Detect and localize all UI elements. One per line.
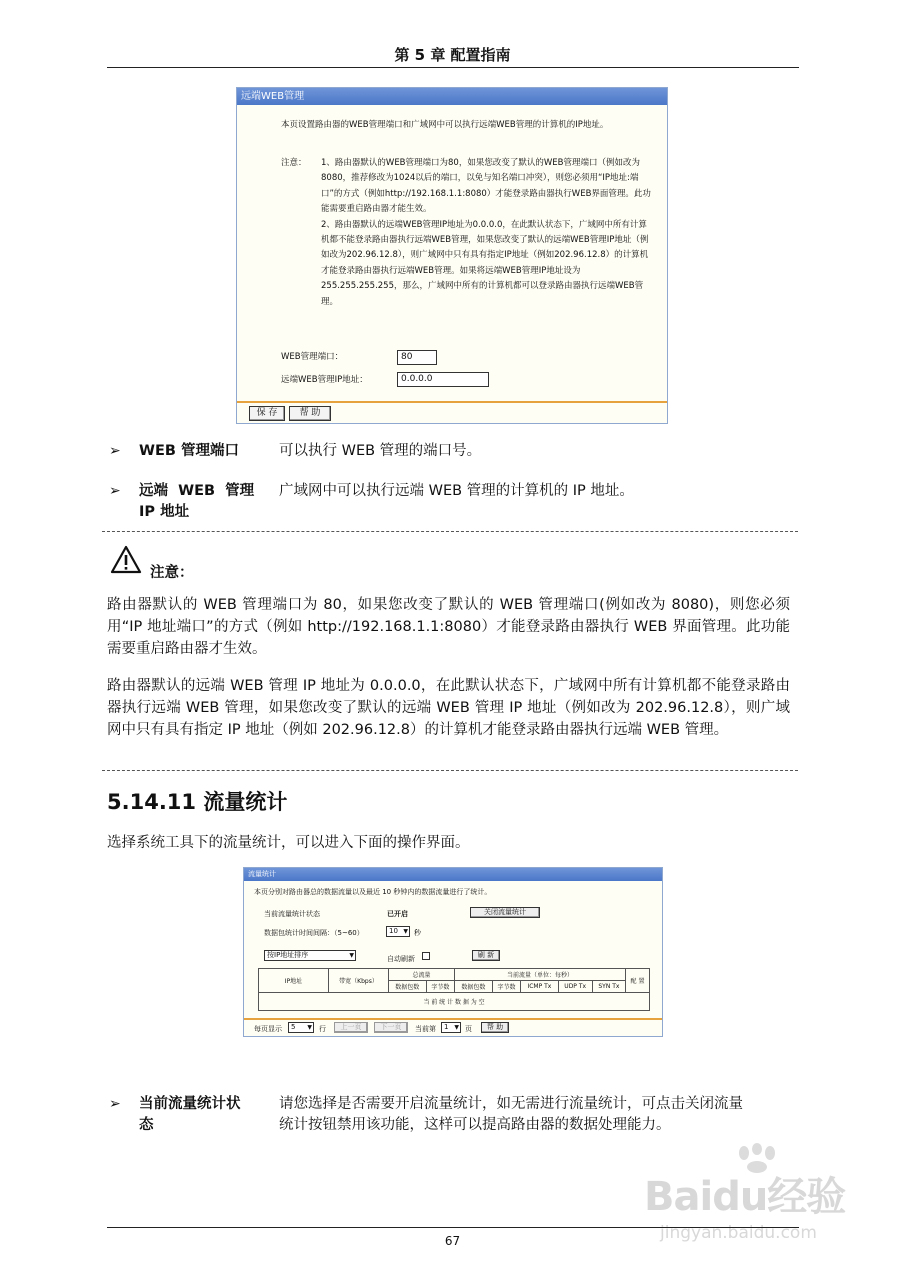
col-bandwidth: 带宽（Kbps） (329, 969, 389, 993)
current-page-value: 1 (444, 1023, 449, 1031)
col-packets-current: 数据包数 (455, 981, 493, 993)
interval-select[interactable] (386, 926, 410, 937)
col-current: 当前流量（单位：每秒） (455, 969, 626, 981)
web-port-input[interactable]: 80 (397, 350, 437, 365)
desc-remote-ip: 广域网中可以执行远端 WEB 管理的计算机的 IP 地址。 (279, 483, 634, 499)
chevron-down-icon: ▼ (403, 928, 408, 935)
col-packets: 数据包数 (389, 981, 427, 993)
current-page-label: 当前第 (415, 1025, 436, 1033)
notice-label: 注意： (150, 565, 194, 581)
notice-bottom-divider (102, 770, 798, 771)
per-page-label: 每页显示 (254, 1025, 282, 1033)
refresh-button[interactable]: 刷 新 (472, 950, 500, 961)
col-ip: IP地址 (259, 969, 329, 993)
chapter-title: 第 5 章 配置指南 (394, 46, 511, 64)
desc-stats-status-line2: 统计按钮禁用该功能，这样可以提高路由器的数据处理能力。 (279, 1117, 671, 1133)
next-page-button[interactable]: 下一页 (374, 1022, 408, 1033)
desc-web-port: 可以执行 WEB 管理的端口号。 (279, 443, 482, 459)
remote-ip-label: 远端WEB管理IP地址： (281, 375, 368, 385)
col-total: 总流量 (389, 969, 455, 981)
col-icmp: ICMP Tx (521, 981, 558, 993)
term-web-port: WEB 管理端口 (139, 443, 239, 459)
toggle-stats-button[interactable]: 关闭流量统计 (470, 907, 540, 918)
section-heading: 5.14.11 流量统计 (107, 790, 288, 814)
auto-refresh-checkbox[interactable] (422, 952, 430, 960)
remote-web-intro: 本页设置路由器的WEB管理端口和广域网中可以执行远端WEB管理的计算机的IP地址。 (281, 120, 609, 130)
remote-web-button-bar (237, 401, 667, 423)
page-unit: 页 (465, 1025, 472, 1033)
col-syn: SYN Tx (592, 981, 625, 993)
remote-web-panel (236, 87, 668, 424)
prev-page-button[interactable]: 上一页 (334, 1022, 368, 1033)
help-button[interactable]: 帮 助 (289, 406, 331, 421)
rows-unit: 行 (319, 1025, 326, 1033)
auto-refresh-label: 自动刷新 (387, 955, 415, 963)
remote-web-note-label: 注意： (281, 158, 307, 168)
traffic-stats-panel (243, 867, 663, 1037)
watermark-url: jingyan.baidu.com (660, 1223, 817, 1243)
empty-row: 当 前 统 计 数 据 为 空 (259, 993, 650, 1011)
stats-help-button[interactable]: 帮 助 (481, 1022, 509, 1033)
header-rule (107, 67, 799, 68)
interval-unit: 秒 (414, 929, 421, 937)
col-udp: UDP Tx (558, 981, 592, 993)
traffic-stats-intro: 本页分别对路由器总的数据流量以及最近 10 秒钟内的数据流量进行了统计。 (254, 888, 492, 896)
web-port-label: WEB管理端口： (281, 352, 344, 362)
bullet-icon: ➢ (109, 1096, 121, 1112)
per-page-select[interactable] (288, 1022, 314, 1033)
sort-select[interactable] (264, 950, 356, 961)
stats-status-label: 当前流量统计状态 (264, 910, 320, 918)
section-lead: 选择系统工具下的流量统计，可以进入下面的操作界面。 (107, 835, 470, 851)
term-stats-status-line2: 态 (139, 1117, 154, 1133)
footer-rule (107, 1227, 799, 1228)
term-remote-ip-line2: IP 地址 (139, 504, 190, 520)
chevron-down-icon: ▼ (307, 1024, 312, 1031)
col-bytes: 字节数 (426, 981, 455, 993)
current-page-select[interactable] (441, 1022, 461, 1033)
save-button[interactable]: 保 存 (249, 406, 285, 421)
remote-web-note-body (321, 156, 651, 310)
remote-ip-input[interactable]: 0.0.0.0 (397, 372, 489, 387)
page-number: 67 (444, 1234, 461, 1248)
interval-value: 10 (389, 927, 398, 935)
stats-status-value: 已开启 (387, 910, 408, 918)
stats-footer-bar (244, 1018, 662, 1036)
col-bytes-current: 字节数 (492, 981, 521, 993)
remote-web-panel-title: 远端WEB管理 (237, 88, 667, 105)
bullet-icon: ➢ (109, 443, 121, 459)
chevron-down-icon: ▼ (349, 952, 354, 959)
notice-paragraph-2: 路由器默认的远端 WEB 管理 IP 地址为 0.0.0.0，在此默认状态下，广域网中所有计算机都不能登录路由器执行远端 WEB 管理，如果您改变了默认的远端 WEB 管理 IP 地址（例如改为 202.96.12.8），则广域网中只有具有指定 IP 地址（例如 202.96.12.8）的计算机才能登录路由器执行远端 WEB 管理。 (107, 678, 790, 738)
stats-table (258, 968, 650, 1011)
sort-value: 按IP地址排序 (267, 951, 309, 959)
col-config: 配 置 (626, 969, 650, 993)
bullet-icon: ➢ (109, 483, 121, 499)
interval-label: 数据包统计时间间隔：（5~60） (264, 929, 364, 937)
remote-web-note-2: 2、路由器默认的远端WEB管理IP地址为0.0.0.0，在此默认状态下，广域网中所有计算机都不能登录路由器执行远端WEB管理，如果您改变了默认的远端WEB管理IP地址（例如改为202.96.12.8），则广域网中只有具有指定IP地址（例如202.96.12.8）的计算机才能登录路由器执行远端WEB管理。如果将远端WEB管理IP地址设为255.255.255.255，那么，广域网中所有的计算机都可以登录路由器执行远端WEB管理。 (321, 219, 649, 307)
desc-stats-status-line1: 请您选择是否需要开启流量统计，如无需进行流量统计，可点击关闭流量 (279, 1096, 743, 1112)
notice-paragraph-1: 路由器默认的 WEB 管理端口为 80，如果您改变了默认的 WEB 管理端口(例如改为 8080)，则您必须用“IP 地址端口”的方式（例如 http://192.168.1.1:8080）才能登录路由器执行 WEB 界面管理。此功能需要重启路由器才生效。 (107, 597, 790, 657)
per-page-value: 5 (291, 1023, 296, 1031)
warning-icon (110, 545, 142, 575)
watermark-logo: Baidu经验 (644, 1174, 846, 1220)
remote-web-note-1: 1、路由器默认的WEB管理端口为80，如果您改变了默认的WEB管理端口（例如改为8080，推荐修改为1024以后的端口，以免与知名端口冲突），则您必须用“IP地址:端口”的方式（例如http://192.168.1.1:8080）才能登录路由器执行WEB界面管理。此功能需要重启路由器才能生效。 (321, 158, 651, 215)
term-remote-ip-line1: 远端 WEB 管理 (139, 483, 255, 499)
chevron-down-icon: ▼ (454, 1024, 459, 1031)
term-stats-status-line1: 当前流量统计状 (139, 1096, 241, 1112)
notice-top-divider (102, 531, 798, 532)
traffic-stats-title: 流量统计 (244, 868, 662, 881)
